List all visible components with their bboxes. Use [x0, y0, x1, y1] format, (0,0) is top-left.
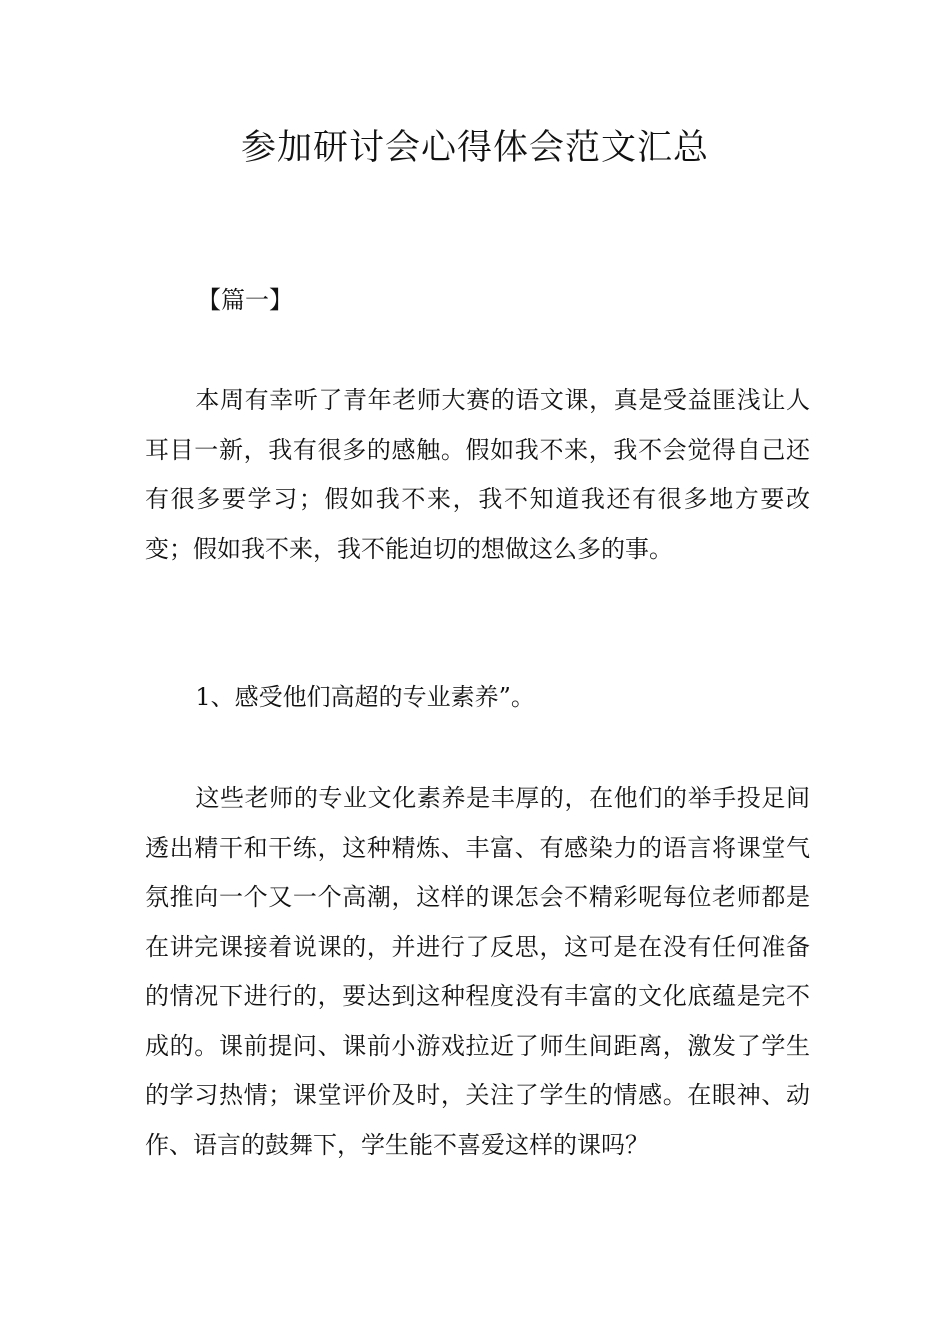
- paragraph-intro: 本周有幸听了青年老师大赛的语文课，真是受益匪浅让人耳目一新，我有很多的感触。假如我不来，我不会觉得自己还有很多要学习；假如我不来，我不知道我还有很多地方要改变；假如我不来，我不能迫切的想做这么多的事。: [145, 386, 810, 563]
- paragraph-heading-1: 1、感受他们高超的专业素养”。: [195, 683, 535, 711]
- paragraph-body: 这些老师的专业文化素养是丰厚的，在他们的举手投足间透出精干和干练，这种精炼、丰富、有感染力的语言将课堂气氛推向一个又一个高潮，这样的课怎会不精彩呢每位老师都是在讲完课接着说课的，并进行了反思，这可是在没有任何准备的情况下进行的，要达到这种程度没有丰富的文化底蕴是完不成的。课前提问、课前小游戏拉近了师生间距离，激发了学生的学习热情；课堂评价及时，关注了学生的情感。在眼神、动作、语言的鼓舞下，学生能不喜爱这样的课吗？: [145, 784, 810, 1159]
- section-label: 【篇一】: [197, 286, 293, 314]
- document-title: 参加研讨会心得体会范文汇总: [240, 128, 709, 168]
